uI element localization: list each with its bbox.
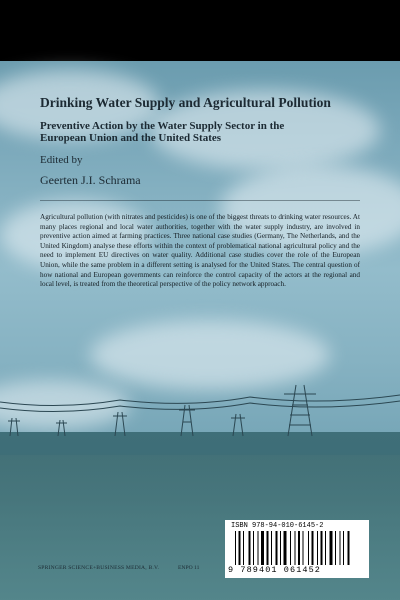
isbn-label: ISBN 978-94-010-6145-2 (231, 522, 324, 530)
editor-name: Geerten J.I. Schrama (40, 173, 141, 187)
book-subtitle: Preventive Action by the Water Supply Sector in the European Union and the United States (40, 120, 285, 144)
series-number: ENPO 11 (178, 565, 200, 571)
book-description: Agricultural pollution (with nitrates and pesticides) is one of the biggest threats to drinking water resources. At many places regional and local water authorities, together with the water supply industry, are involved in preventive action aimed at farming practices. Three national case studies (Germany, The Netherlands, and the United Kingdom) analyse these efforts within the context of problematical national agricultural policy and the need to implement EU directives on water quality. Additional case studies cover the role of the European Union, while the same problem in a different setting is analysed for the United States. The central question of how national and European governments can reinforce the control capacity of the actors at the regional and local level, is treated from the theoretical perspective of the policy network approach. (40, 213, 360, 289)
barcode-number: 9 789401 061452 (228, 565, 322, 575)
barcode-icon (235, 531, 361, 565)
barcode-panel (225, 520, 369, 578)
book-title: Drinking Water Supply and Agricultural Pollution (40, 95, 331, 110)
publisher-name: SPRINGER SCIENCE+BUSINESS MEDIA, B.V. (38, 565, 160, 571)
divider (40, 200, 360, 201)
power-pylons-image (0, 380, 400, 450)
edited-by-label: Edited by (40, 154, 83, 166)
top-black-band (0, 0, 400, 61)
